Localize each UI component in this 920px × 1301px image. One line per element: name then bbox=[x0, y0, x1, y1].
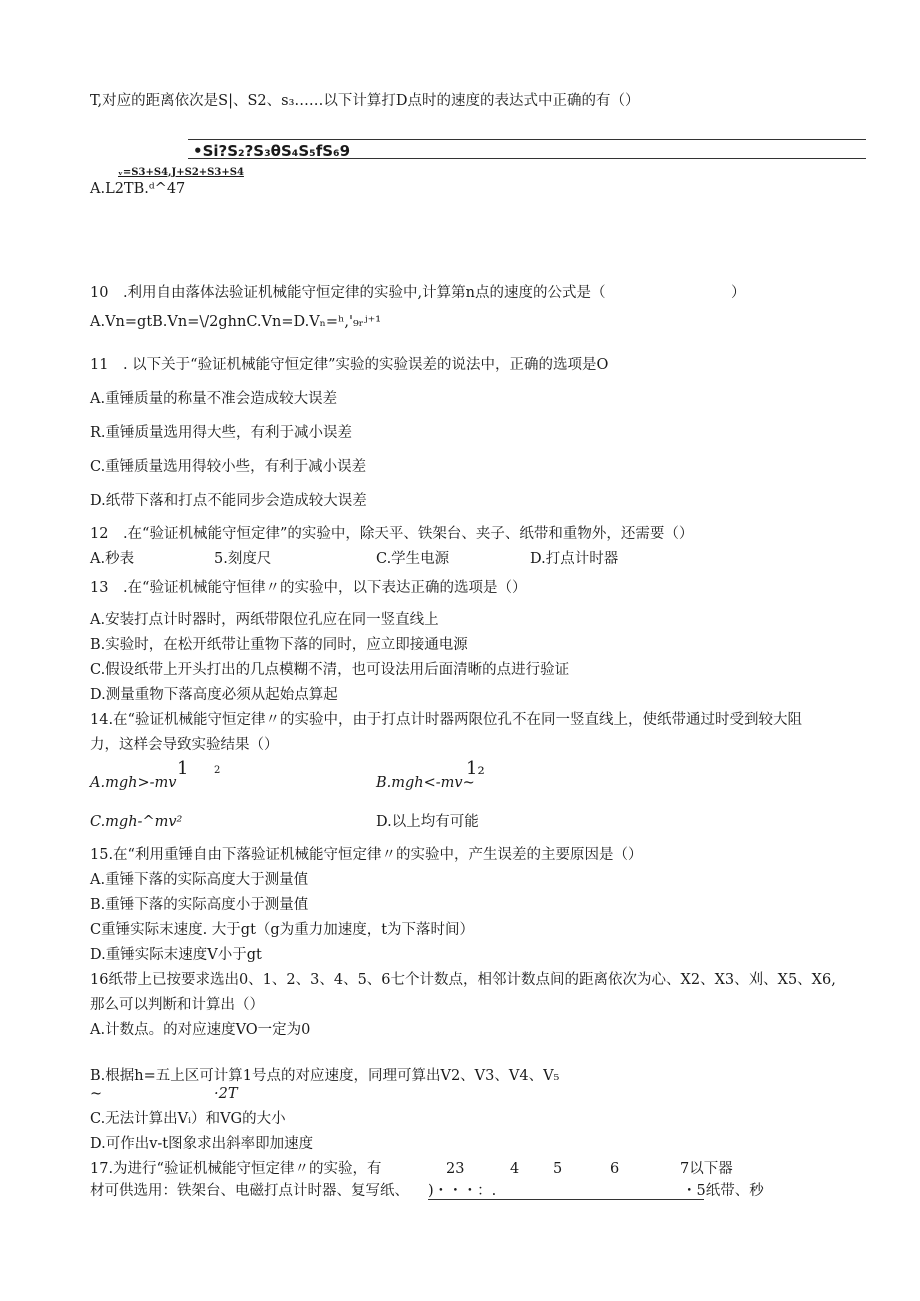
q14-b-fraction-numerator: 1₂ bbox=[466, 758, 485, 779]
formula-bottom-rule bbox=[188, 158, 866, 159]
q17-line2-dots: )・・・：. bbox=[428, 1183, 497, 1199]
q17-blank-underline bbox=[428, 1199, 704, 1200]
q14-stem-line1: 14.在“验证机械能守恒定律〃的实验中，由于打点计时器两限位孔不在同一竖直线上，使纸带通过时受到较大阻 bbox=[90, 712, 802, 728]
q16-option-d: D.可作出v-t图象求出斜率即加速度 bbox=[90, 1136, 314, 1152]
q16-option-b-denominator: ·2T bbox=[214, 1086, 238, 1102]
q14-a-fraction-numerator: 1 bbox=[177, 758, 189, 779]
q15-option-b: B.重锤下落的实际高度小于测量值 bbox=[90, 897, 309, 913]
q12-option-a: A.秒表 bbox=[90, 551, 135, 567]
q17-line1: 17.为进行“验证机械能守恒定律〃的实验，有 bbox=[90, 1161, 382, 1177]
q15-option-c: C重锤实际末速度. 大于gt（g为重力加速度，t为下落时间） bbox=[90, 922, 475, 938]
q13-option-b: B.实验时，在松开纸带让重物下落的同时，应立即接通电源 bbox=[90, 637, 468, 653]
q13-option-a: A.安装打点计时器时，两纸带限位孔应在同一竖直线上 bbox=[90, 612, 439, 628]
q11-option-d: D.纸带下落和打点不能同步会造成较大误差 bbox=[90, 493, 367, 509]
q17-line2-end: ・5纸带、秒 bbox=[682, 1183, 764, 1199]
q11-option-b: R.重锤质量选用得大些，有利于减小误差 bbox=[90, 425, 353, 441]
q9-formula-small: ᵥ=S3+S4,J+S2+S3+S4 bbox=[118, 167, 244, 178]
q16-option-c: C.无法计算出Vᵢ）和VG的大小 bbox=[90, 1111, 286, 1127]
q13-option-d: D.测量重物下落高度必须从起始点算起 bbox=[90, 687, 338, 703]
q17-number-23: 23 bbox=[446, 1161, 465, 1177]
q12-option-b: 5.刻度尺 bbox=[214, 551, 272, 567]
q16-option-b: B.根据h=五上区可计算1号点的对应速度，同理可算出V2、V3、V4、V₅ bbox=[90, 1068, 560, 1084]
q14-option-d: D.以上均有可能 bbox=[376, 814, 479, 830]
q17-line2: 材可供选用：铁架台、电磁打点计时器、复写纸、 bbox=[90, 1183, 409, 1199]
q14-a-exponent: 2 bbox=[214, 765, 221, 776]
formula-top-rule bbox=[188, 139, 866, 140]
q15-option-d: D.重锤实际末速度V小于gt bbox=[90, 947, 262, 963]
q16-stem-line1: 16纸带上已按要求选出0、1、2、3、4、5、6七个计数点，相邻计数点间的距离依次为心、X2、X3、刈、X5、X6, bbox=[90, 972, 836, 988]
q13-stem: 13 .在“验证机械能守恒律〃的实验中，以下表达正确的选项是（） bbox=[90, 580, 527, 596]
q10-options: A.Vn=gtB.Vn=\/2ghnC.Vn=D.Vₙ=ʰ,'₉ᵣʲ⁺¹ bbox=[90, 314, 382, 330]
q16-stem-line2: 那么可以判断和计算出（） bbox=[90, 997, 264, 1013]
q12-option-c: C.学生电源 bbox=[376, 551, 450, 567]
q13-option-c: C.假设纸带上开头打出的几点模糊不清，也可设法用后面清晰的点进行验证 bbox=[90, 662, 570, 678]
q14-option-a: A.mgh>-mv bbox=[90, 775, 177, 791]
q11-option-a: A.重锤质量的称量不准会造成较大误差 bbox=[90, 391, 338, 407]
q9-options: A.L2TB.ᵈ^47 bbox=[90, 181, 186, 197]
q10-close-paren: ） bbox=[731, 285, 746, 301]
q11-option-c: C.重锤质量选用得较小些，有利于减小误差 bbox=[90, 459, 367, 475]
q17-number-5: 5 bbox=[553, 1161, 563, 1177]
q10-stem: 10 .利用自由落体法验证机械能守恒定律的实验中,计算第n点的速度的公式是（ bbox=[90, 285, 606, 301]
q16-option-b-under-tilde: ~ bbox=[90, 1086, 103, 1102]
q14-option-c: C.mgh-^mv² bbox=[90, 814, 183, 830]
q12-option-d: D.打点计时器 bbox=[530, 551, 619, 567]
q12-stem: 12 .在“验证机械能守恒定律”的实验中，除天平、铁架台、夹子、纸带和重物外，还需要（） bbox=[90, 526, 694, 542]
q9-formula-line: •Si?S₂?S₃θS₄S₅fS₆9 bbox=[193, 142, 351, 160]
q11-stem: 11 . 以下关于“验证机械能守恒定律”实验的实验误差的说法中，正确的选项是O bbox=[90, 357, 609, 373]
q17-number-6: 6 bbox=[610, 1161, 620, 1177]
q17-number-7: 7以下器 bbox=[680, 1161, 733, 1177]
q14-stem-line2: 力，这样会导致实验结果（） bbox=[90, 737, 279, 753]
q14-option-b: B.mgh<-mv~ bbox=[376, 775, 475, 791]
q17-number-4: 4 bbox=[510, 1161, 520, 1177]
q16-option-a: A.计数点。的对应速度VO一定为0 bbox=[90, 1022, 311, 1038]
q15-option-a: A.重锤下落的实际高度大于测量值 bbox=[90, 872, 309, 888]
q15-stem: 15.在“利用重锤自由下落验证机械能守恒定律〃的实验中，产生误差的主要原因是（） bbox=[90, 847, 643, 863]
q9-stem: T,对应的距离依次是S|、S2、s₃……以下计算打D点时的速度的表达式中正确的有（） bbox=[90, 93, 640, 109]
